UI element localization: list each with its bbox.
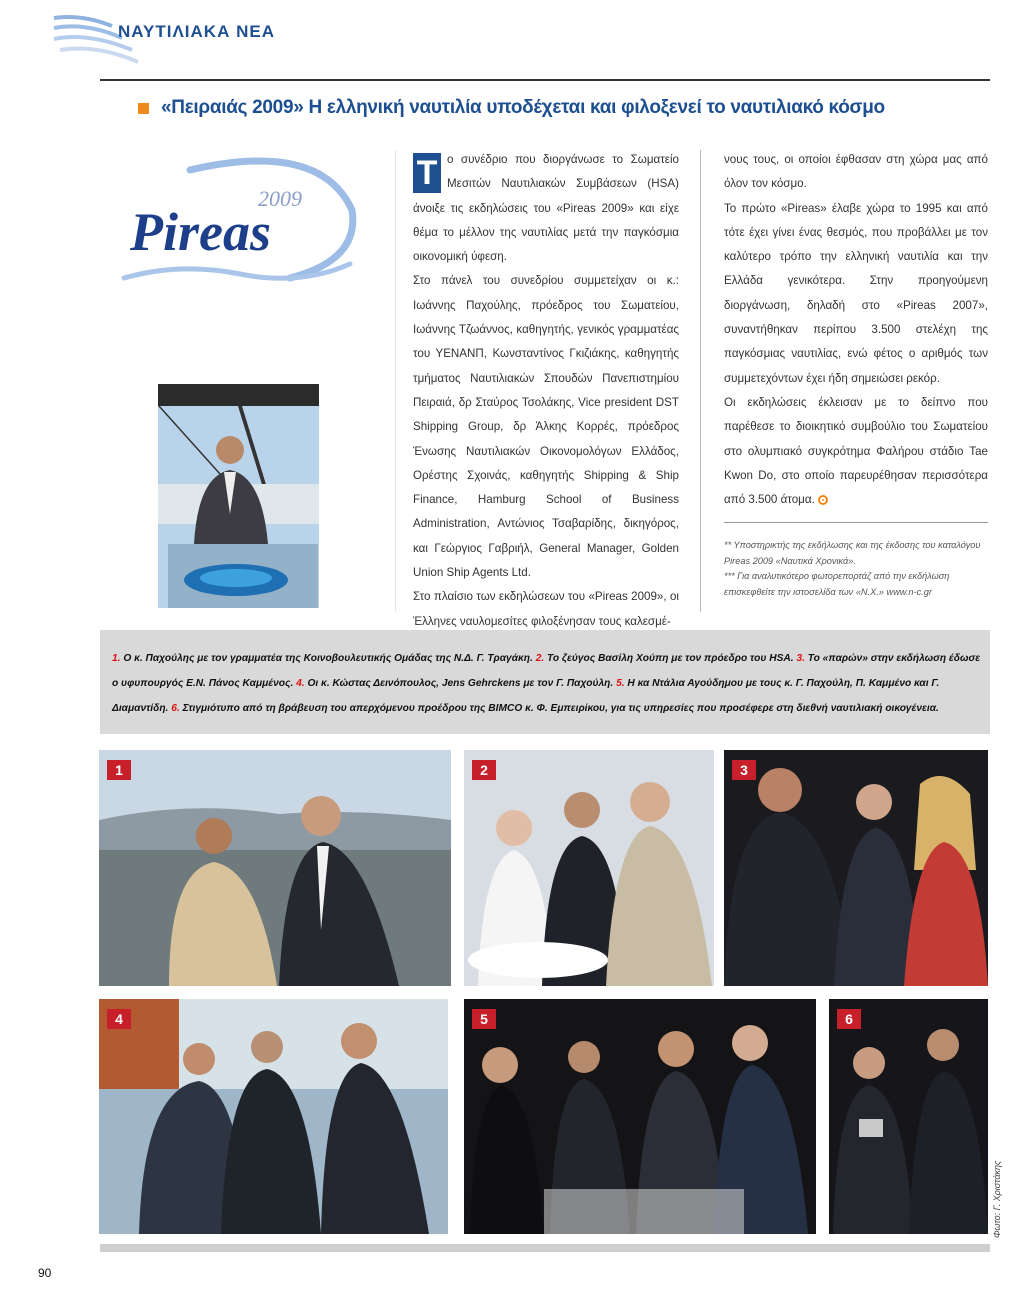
caption-text: Οι κ. Κώστας Δεινόπουλος, Jens Gehrckens με τον Γ. Παχούλη. (307, 678, 614, 689)
article-column-2 (724, 148, 988, 512)
article-paragraph: Οι εκδηλώσεις έκλεισαν με το δείπνο που παρέθεσε το διοικητικό συμβούλιο του Σωματείου στο ολυμπιακό συγκρότημα Φαλήρου στάδιο Tae Kwon Do, στο οποίο παρευρέθησαν περισσότερα από 3.500 άτομα. (724, 395, 988, 507)
logo-year: 2009 (258, 186, 302, 211)
photo-6 (829, 999, 988, 1234)
photo-speaker-at-podium (158, 384, 319, 608)
caption-text: Στιγμιότυπο από τη βράβευση του απερχόμενου προέδρου της BIMCO κ. Φ. Εμπειρίκου, για τις υπηρεσίες που προσέφερε στη διεθνή ναυτιλιακή οικογένεια. (182, 703, 939, 714)
caption-number: 4. (296, 678, 305, 689)
square-bullet-icon (138, 103, 149, 114)
caption-text: Ο κ. Παχούλης με τον γραμματέα της Κοινοβουλευτικής Ομάδας της Ν.Δ. Γ. Τραγάκη. (123, 653, 533, 664)
pireas-logo (120, 150, 360, 290)
bottom-rule (100, 1244, 990, 1252)
column-rule-2 (700, 150, 701, 612)
photo-number-badge: 4 (107, 1009, 131, 1029)
article-paragraph: Το πρώτο «Pireas» έλαβε χώρα το 1995 και από τότε έχει γίνει ένας θεσμός, που προβάλλει με τον καλύτερο τρόπο την ελληνική ναυτιλία και την Ελλάδα γενικότερα. Στην προηγούμενη διοργάνωση, δηλαδή στο «Pireas 2007», συναντήθηκαν περίπου 3.500 στελέχη της παγκόσμιας ναυτιλίας, ενώ φέτος ο αριθμός των συμμετεχόντων έχει ήδη σημειώσει ρεκόρ. (724, 201, 988, 385)
caption-text: Το ζεύγος Βασίλη Χούπη με τον πρόεδρο του HSA. (547, 653, 794, 664)
article-paragraph: Στο πλαίσιο των εκδηλώσεων του «Pireas 2009», οι Έλληνες ναυλομεσίτες φιλοξένησαν τους καλεσμέ- (413, 590, 679, 628)
section-title: ΝΑΥΤΙΛΙΑΚΑ ΝΕΑ (118, 22, 275, 41)
caption-text: Η κα Ντάλια Αγούδημου με τους κ. Γ. Παχούλη, Π. Καμμένο και Γ. Διαμαντίδη. (112, 678, 940, 714)
logo-name: Pireas (130, 202, 271, 262)
caption-number: 1. (112, 653, 121, 664)
caption-number: 3. (796, 653, 805, 664)
photo-2 (464, 750, 714, 986)
photo-5 (464, 999, 816, 1234)
footnotes (724, 538, 988, 600)
photo-4 (99, 999, 448, 1234)
photo-number-badge: 5 (472, 1009, 496, 1029)
article-paragraph: νους τους, οι οποίοι έφθασαν στη χώρα μας από όλον τον κόσμο. (724, 153, 988, 191)
caption-text: Το «παρών» στην εκδήλωση έδωσε ο υφυπουργός Ε.Ν. Πάνος Καμμένος. (112, 653, 981, 689)
photo-number-badge: 2 (472, 760, 496, 780)
headline: «Πειραιάς 2009» Η ελληνική ναυτιλία υποδέχεται και φιλοξενεί το ναυτιλιακό κόσμο (161, 97, 885, 118)
column-rule-1 (395, 150, 396, 612)
end-mark-icon (818, 495, 828, 505)
caption-number: 2. (535, 653, 545, 664)
headline-row (138, 94, 998, 122)
photo-credit: Φωτο: Γ. Χριστάκης (992, 1160, 1002, 1238)
footnote: ** Υποστηρικτής της εκδήλωσης και της έκδοσης του καταλόγου Pireas 2009 «Ναυτικά Χρονικά». (724, 540, 981, 566)
notes-rule (724, 522, 988, 523)
footnote: *** Για αναλυτικότερο φωτορεπορτάζ από την εκδήλωση επισκεφθείτε την ιστοσελίδα των «Ν.Χ.» www.n-c.gr (724, 571, 950, 597)
caption-number: 5. (616, 678, 625, 689)
photo-number-badge: 6 (837, 1009, 861, 1029)
page-number: 90 (38, 1266, 52, 1280)
article-paragraph: Τ ο συνέδριο που διοργάνωσε το Σωματείο Μεσιτών Ναυτιλιακών Συμβάσεων (HSA) άνοιξε τις εκδηλώσεις του «Pireas 2009» και είχε θέμα το μέλλον της ναυτιλίας μετά την παγκόσμια οικονομική ύφεση. (413, 153, 679, 264)
caption-number: 6. (171, 703, 180, 714)
article-paragraph: Στο πάνελ του συνεδρίου συμμετείχαν οι κ.: Ιωάννης Παχούλης, πρόεδρος του Σωματείου, Ιωάννης Τζωάννος, καθηγητής, γενικός γραμματέας του ΥΕΝΑΝΠ, Κωνσταντίνος Γκιζιάκης, καθηγητής τμήματος Ναυτιλιακών Σπουδών Πανεπιστημίου Πειραιά, δρ Σταύρος Τσολάκης, Vice president DST Shipping Group, δρ Άλκης Κορρές, πρόεδρος Ένωσης Ναυτιλιακών Οικονομολόγων Ελλάδος, Ορέστης Σχοινάς, καθηγητής Shipping & Ship Finance, Hamburg School of Business Administration, Αντώνιος Τσαβαρίδης, δικηγόρος, και Γεώργιος Γαβριήλ, General Manager, Golden Union Ship Agents Ltd. (413, 274, 679, 580)
photo-3 (724, 750, 988, 986)
header-rule (100, 79, 990, 81)
dropcap: Τ (413, 153, 441, 193)
photo-number-badge: 3 (732, 760, 756, 780)
article-column-1 (413, 148, 679, 634)
photo-number-badge: 1 (107, 760, 131, 780)
photo-captions (112, 646, 982, 721)
photo-1 (99, 750, 451, 986)
